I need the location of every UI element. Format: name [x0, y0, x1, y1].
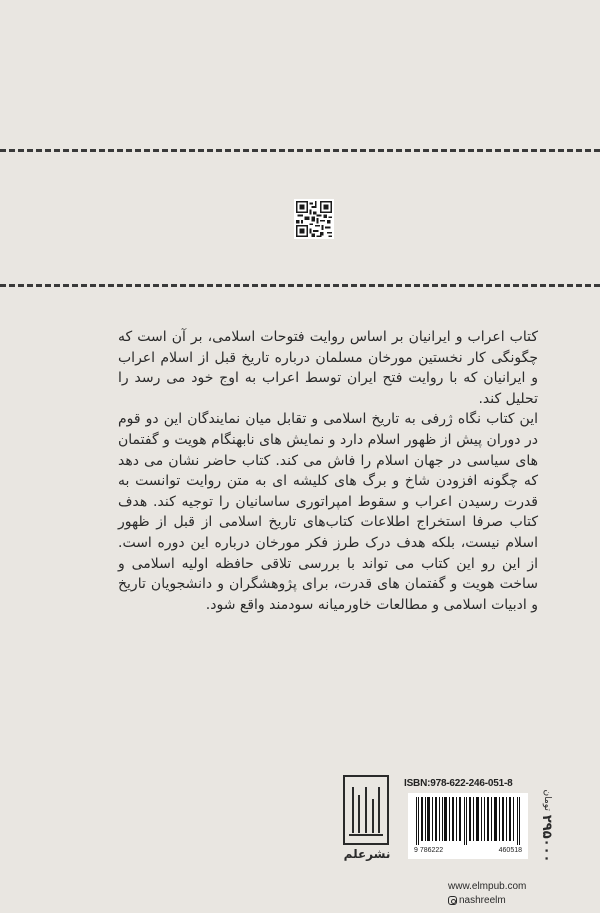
- description-paragraph: کتاب اعراب و ایرانیان بر اساس روایت فتوحات اسلامی، بر آن است که چگونگی کار نخستین مورخان مسلمان درباره تاریخ قبل از اسلام اعراب و ایرانیان که با روایت فتح ایران توسط اعراب به اوج خود می رسد را تحلیل کند.: [118, 329, 538, 407]
- barcode-left-digits: 9 786222: [414, 847, 444, 854]
- instagram-icon: [448, 896, 457, 905]
- top-dashed-divider: [0, 149, 600, 152]
- price-amount: ۲۹۵۰۰۰: [539, 814, 555, 863]
- barcode-bars-icon: [414, 797, 522, 845]
- publisher-website[interactable]: www.elmpub.com: [448, 881, 527, 892]
- instagram-handle[interactable]: [448, 895, 506, 906]
- publisher-name: نشرعلم: [343, 847, 391, 861]
- bookshelf-logo-icon: [343, 775, 389, 845]
- publisher-logo: [340, 775, 394, 895]
- isbn-barcode-block: [404, 778, 532, 878]
- price-label: [534, 780, 560, 872]
- book-description: [118, 327, 538, 615]
- barcode: [408, 793, 528, 859]
- barcode-right-digits: 460518: [498, 847, 522, 854]
- description-paragraph: این کتاب نگاه ژرفی به تاریخ اسلامی و تقابل میان نمایندگان این دو قوم در دوران پیش از ظهور اسلام دارد و نمایش های نابهنگام هویت و گفتمان های سیاسی در جهان اسلام را فاش می کند. کتاب حاضر نشان می دهد که چگونه افزودن شاخ و برگ های کلیشه ای به متن روایت توانست به قدرت رسیدن اعراب و سقوط امپراتوری ساسانیان را توجیه کند. هدف کتاب صرفا استخراج اطلاعات کتاب‌های تاریخ اسلامی از قبل از ظهور اسلام نیست، بلکه هدف درک طرز فکر مورخان درباره این دوره است. از این رو این کتاب می تواند با بررسی تلاقی حافظه اولیه اسلامی و ساخت هویت و گفتمان های قدرت، برای پژوهشگران و دانشجویان تاریخ و ادبیات اسلامی و مطالعات خاورمیانه سودمند واقع شود.: [118, 411, 538, 613]
- qr-code-icon: [294, 199, 334, 239]
- isbn-text: ISBN:978-622-246-051-8: [404, 778, 513, 789]
- instagram-handle-text: nashreelm: [459, 895, 506, 906]
- bottom-dashed-divider: [0, 284, 600, 287]
- price-unit: تومان: [542, 789, 552, 811]
